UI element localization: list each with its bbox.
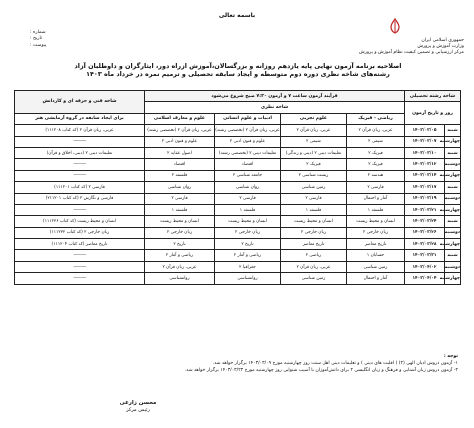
subject-cell: ------------ [15,136,145,147]
signer-role: رئیس مرکز [126,407,150,413]
subject-cell: ------------ [15,273,145,284]
table-row [15,147,461,158]
subject-cell: فلسفه ۱ [347,204,405,215]
subject-cell: زیست شناسی ۲ [281,170,347,181]
subject-cell: زبان خارجی ۲ [347,227,405,238]
signature-block [108,400,168,414]
org-line: جمهوری اسلامی ایران [421,38,464,43]
subject-cell: اقتصاد [215,159,281,170]
subject-cell: انسان و محیط زیست (کد کتاب ۱۱۱۲۳۶) [15,216,145,227]
subject-cell: ------------ [15,170,145,181]
number-label: شماره : [30,30,46,35]
day-cell: دوشنبه [445,193,461,204]
org-line: وزارت آموزش و پرورش [417,44,464,49]
subject-cell: آمار و احتمال [347,273,405,284]
subject-cell: فارسی ۲ (کد کتاب ۱۱۱۲۰۱) [15,182,145,193]
col-header: ادبیات و علوم انسانی [215,113,281,124]
subject-cell: انسان و محیط زیست [215,216,281,227]
date-cell: ۱۴۰۳/۰۳/۱۷ [405,182,445,193]
subject-cell: عربی، زبان قرآن ۲ (کد کتاب ۱۱۱۲۰۸) [15,125,145,136]
table-row [15,193,461,204]
group-label: شاخه رشته تحصیلی [405,91,461,102]
subject-cell: هندسه ۲ [347,170,405,181]
subject-cell: ------------ [15,159,145,170]
day-cell: دوشنبه [445,159,461,170]
iran-emblem-icon [388,18,402,34]
date-cell: ۱۴۰۳/۰۳/۲۴ [405,216,445,227]
subject-cell: عربی، زبان قرآن ۲ [347,125,405,136]
table-row [15,170,461,181]
organization-header [344,38,464,56]
date-cell: ۱۴۰۳/۰۴/۰۲ [405,261,445,272]
subject-cell: زمین شناسی [281,273,347,284]
subject-cell: فیزیک ۲ [281,159,347,170]
subject-cell: روان شناسی [145,182,215,193]
subject-cell: تاریخ معاصر (کد کتاب ۱۱۱۲۰۴) [15,239,145,250]
date-label: تاریخ : [30,36,43,42]
subject-cell: زبان خارجی ۲ (کد کتاب ۱۱۱۲۳۲) [15,227,145,238]
bismillah-heading: باسمه تعالی [218,12,256,19]
notes-heading: توجه : [443,354,458,359]
subject-cell: عربی، زبان قرآن ۲ (تخصصی رشته) [145,125,215,136]
table-row [15,227,461,238]
day-cell: دوشنبه [445,227,461,238]
subject-cell: جغرافیا ۲ [215,261,281,272]
subject-cell: زمین شناسی [281,182,347,193]
subject-cell: حسابان ۱ [347,250,405,261]
subject-cell: ------------ [15,204,145,215]
subject-cell: انسان و محیط زیست [281,216,347,227]
date-cell: ۱۴۰۳/۰۴/۰۴ [405,273,445,284]
table-row [15,216,461,227]
subject-cell: شیمی ۲ [347,136,405,147]
day-date-header: روز و تاریخ آزمون [405,102,461,125]
subject-cell: زبان خارجی ۲ [281,227,347,238]
process-label: فرآیند آزمون ساعت ۷ و آزمون ۷:۳۰ صبح شروع می‌شود [145,91,405,102]
date-cell: ۱۴۰۳/۰۳/۰۵ [405,125,445,136]
signer-name: محسن زارعی [119,400,157,406]
subject-cell: جامعه شناسی ۲ [215,170,281,181]
day-cell: شنبه [445,182,461,193]
subject-cell: ریاضی ۲ [281,250,347,261]
col-header: برای ایجاد سابقه در گروه آزمایشی هنر [15,113,145,124]
date-cell: ۱۴۰۳/۰۳/۱۴ [405,170,445,181]
subject-cell: روان شناسی [215,182,281,193]
subject-cell: آمار و احتمال [347,193,405,204]
day-cell: دوشنبه [445,261,461,272]
day-cell: شنبه [445,125,461,136]
subject-cell: عربی، زبان قرآن ۲ [281,261,347,272]
subject-cell: فارسی ۲ [215,193,281,204]
subject-cell: علوم و فنون ادبی ۲ [215,136,281,147]
branch-theory-header: شاخه نظری [145,102,405,113]
schedule-body [15,125,461,284]
day-cell: چهارشنبه [445,273,461,284]
subject-cell: تعلیمات دینی ۲ (دینی و زندگی) [281,147,347,158]
subject-cell: فلسفه ۲ [145,170,215,181]
org-line: مرکز ارزشیابی و تضمین کیفیت نظام آموزش و پرورش [359,50,464,55]
exam-schedule-table [14,90,461,285]
subject-cell: فارسی ۲ [347,182,405,193]
subject-cell: فارسی و نگارش ۲ (کد کتاب ۲۱۱۲۰۱) [15,193,145,204]
date-cell: ۱۴۰۳/۰۳/۲۶ [405,227,445,238]
table-row [15,273,461,284]
date-cell: ۱۴۰۳/۰۳/۱۲ [405,159,445,170]
date-cell: ۱۴۰۳/۰۳/۲۸ [405,239,445,250]
subject-cell: تاریخ معاصر [347,239,405,250]
date-cell: ۱۴۰۳/۰۳/۱۹ [405,193,445,204]
subject-cell: انسان و محیط زیست [347,216,405,227]
subject-cell: ریاضی و آمار ۲ [215,250,281,261]
table-row [15,261,461,272]
subject-cell: زبان خارجی ۲ [215,227,281,238]
date-cell: ۱۴۰۳/۰۳/۲۱ [405,204,445,215]
subject-cell: تعلیمات دینی ۲ (تخصصی رشته) [215,147,281,158]
subject-cell: روانشناسی [215,273,281,284]
subject-cell: ------------ [15,261,145,272]
subject-cell: تاریخ ۲ [145,239,215,250]
subject-cell: اقتصاد [145,159,215,170]
day-cell: شنبه [445,216,461,227]
branch-tech-header: شاخه فنی و حرفه ای و کاردانش [15,91,145,114]
date-cell: ۱۴۰۳/۰۳/۳۱ [405,250,445,261]
table-row [15,159,461,170]
table-row [15,182,461,193]
subject-cell: عربی، زبان قرآن ۲ [145,261,215,272]
subject-cell: فلسفه ۱ [145,204,215,215]
day-cell: چهارشنبه [445,204,461,215]
subject-cell: تاریخ معاصر [281,239,347,250]
col-header: ریاضی - فیزیک [347,113,405,124]
subject-cell: شیمی ۲ [281,136,347,147]
table-row [15,239,461,250]
date-cell: ۱۴۰۳/۰۳/۱۰ [405,147,445,158]
note-item: ۲- آزمون دروس زبان آشنایی و فرهنگ و زبان انگلیسی ۲ برای دانش‌آموزان با آسیب شنوایی روز چهارشنبه مورخ ۱۴۰۳/۰۳/۲۳ برگزار خواهد شد. [184,368,458,374]
title-line-2: رشته‌های شاخه نظری دوره دوم متوسطه و ایجاد سابقه تحصیلی و ترمیم نمره در خرداد ماه ۱۴۰۳ [86,70,390,79]
subject-cell: فیزیک ۲ [347,147,405,158]
col-header: علوم تجربی [281,113,347,124]
subject-cell: عربی، زبان قرآن ۲ (تخصصی رشته) [215,125,281,136]
subject-cell: ------------ [15,250,145,261]
attachment-label: پیوست : [30,42,47,48]
subject-cell: زمین شناسی [347,261,405,272]
subject-cell: فیزیک ۲ [347,159,405,170]
subject-cell: زبان خارجی ۲ [145,227,215,238]
table-row [15,125,461,136]
subject-cell: اصول عقاید ۲ [145,147,215,158]
subject-cell: فارسی ۲ [145,193,215,204]
table-row [15,204,461,215]
subject-cell: فلسفه ۱ [281,204,347,215]
title-line-1: اصلاحیه برنامه آزمون نهایی پایه یازدهم روزانه و بزرگسالان،آموزش ازراه دور، ایثارگران و داوطلبان آزاد [74,62,402,70]
note-item: ۱- آزمون دروس ادیان الهی (۲) ( اقلیت های دینی ) و تعلیمات دینی اهل سنت روز چهارشنبه مورخ ۱۴۰۳/۰۳/۰۹ برگزار خواهد شد. [212,361,458,367]
letter-meta [30,30,150,49]
day-cell: شنبه [445,250,461,261]
day-cell: چهارشنبه [445,136,461,147]
day-cell: شنبه [445,147,461,158]
subject-cell: فارسی ۲ [281,193,347,204]
subject-cell: ریاضی و آمار ۲ [145,250,215,261]
date-cell: ۱۴۰۳/۰۳/۰۷ [405,136,445,147]
table-row [15,136,461,147]
subject-cell: روانشناسی [145,273,215,284]
col-header: علوم و معارف اسلامی [145,113,215,124]
subject-cell: فلسفه ۱ [215,204,281,215]
subject-cell: علوم و فنون ادبی ۲ [145,136,215,147]
notes-section [18,353,458,375]
table-row [15,250,461,261]
subject-cell: تاریخ ۲ [215,239,281,250]
subject-cell: تعلیمات دینی ۲ (دینی، اخلاق و قرآن) [15,147,145,158]
subject-cell: انسان و محیط زیست [145,216,215,227]
day-cell: چهارشنبه [445,239,461,250]
day-cell: چهارشنبه [445,170,461,181]
document-title [20,62,456,79]
subject-cell: عربی، زبان قرآن ۲ [281,125,347,136]
